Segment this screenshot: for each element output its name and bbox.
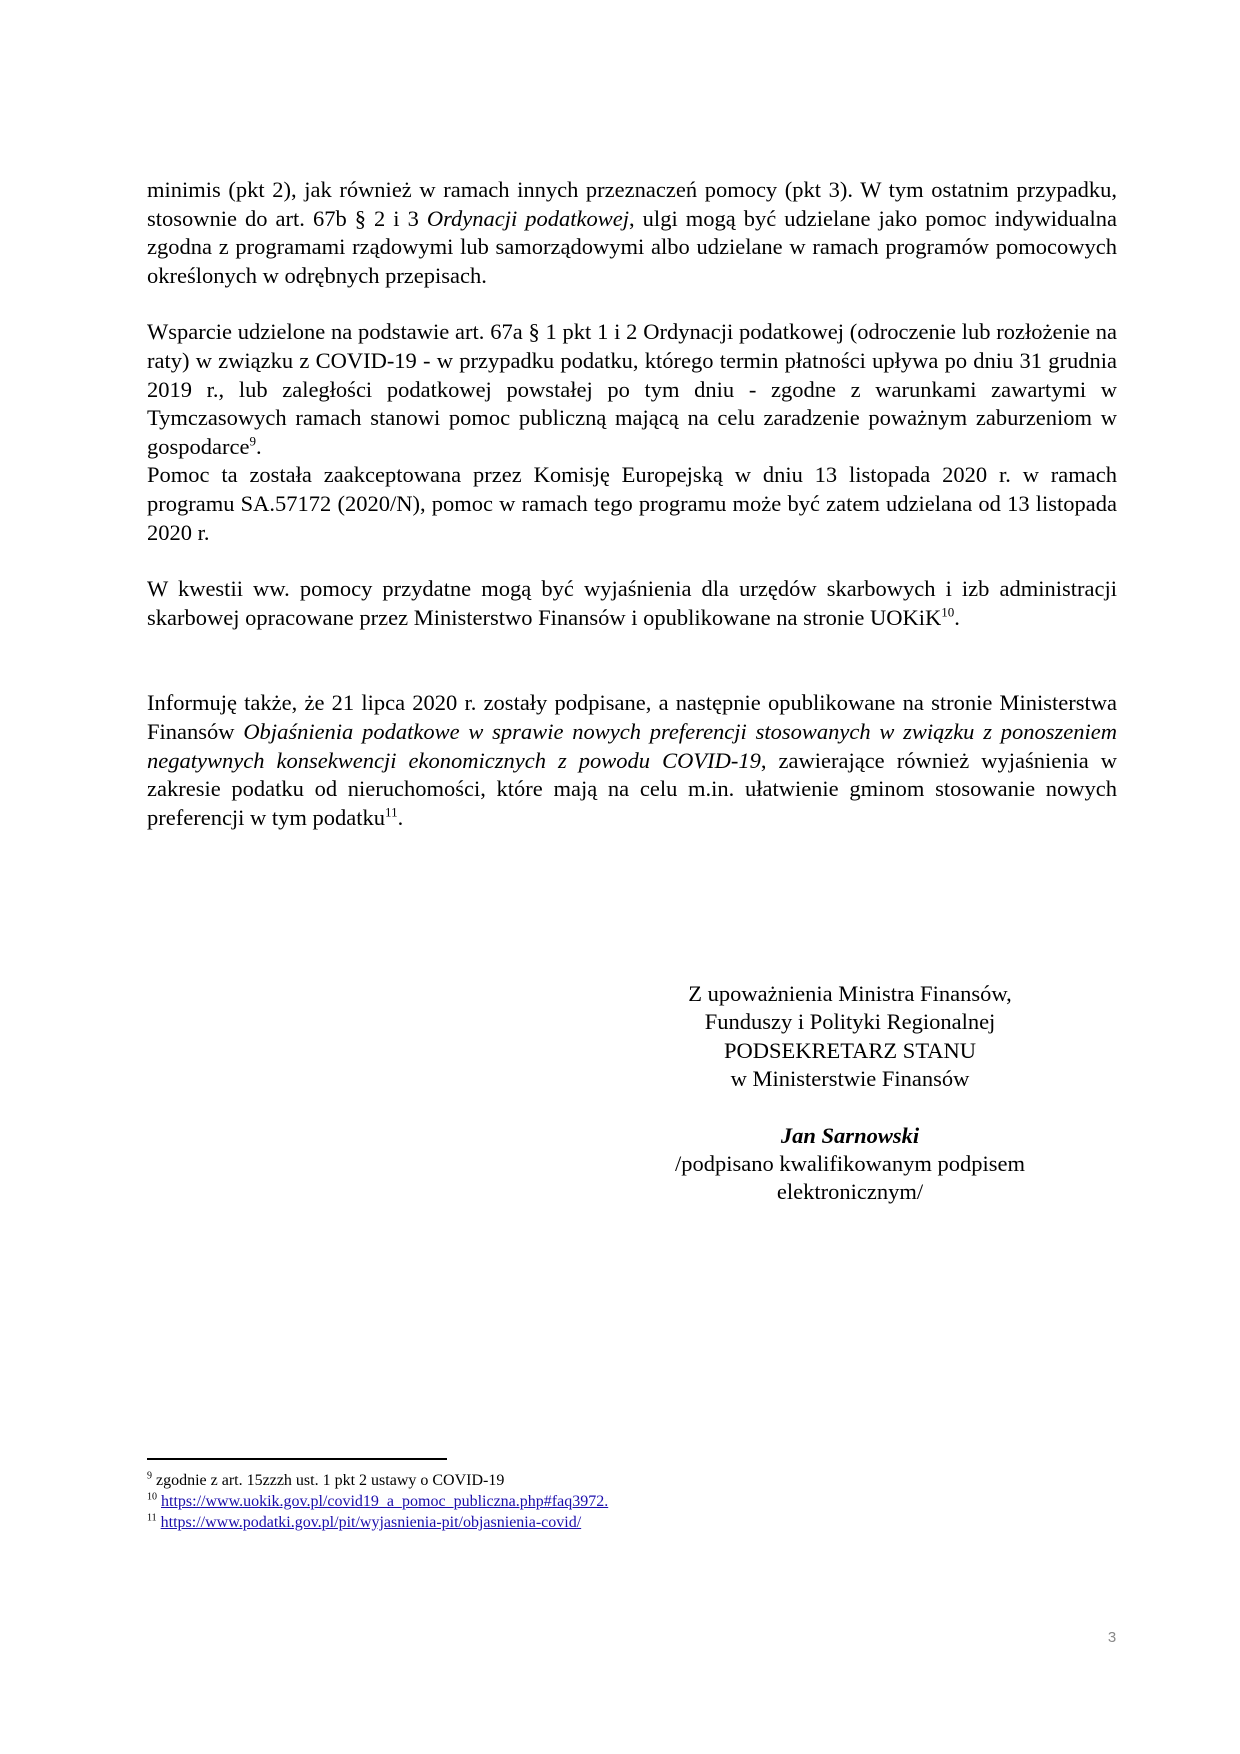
footnote-9 [147,1470,1047,1491]
signature-position-line: PODSEKRETARZ STANU [723,1037,977,1063]
paragraph-end: . [255,433,262,459]
paragraph-end: . [397,804,404,830]
signatory-name: Jan Sarnowski [780,1122,920,1148]
signature-block [580,980,1120,1207]
footnote-number: 9 [147,1470,152,1482]
footnote-number: 11 [147,1512,157,1524]
signature-note-line: /podpisano kwalifikowanym podpisem [675,1151,1025,1177]
paragraph-italic-text: Objaśnienia podatkowe w sprawie nowych preferencji stosowanych w związku z ponoszeniem negatywnych konsekwencji ekonomicznych z powodu COVID-19 [147,718,1118,773]
paragraph-text: Pomoc ta została zaakceptowana przez Komisję Europejską w dniu 13 listopada 2020 r. w ramach programu SA.57172 (2020/N), pomoc w ramach tego programu może być zatem udzielana od 13 listopada 2020 r. [147,462,1117,545]
paragraph-tax-explanations [147,689,1117,832]
page-number: 3 [1107,1629,1117,1646]
footnote-11 [147,1512,1047,1533]
paragraph-commission-approval [147,461,1117,547]
footnote-ref-9: 9 [249,433,256,449]
footnote-link-uokik[interactable]: https://www.uokik.gov.pl/covid19_a_pomoc_publiczna.php#faq3972. [161,1493,609,1510]
signature-ministry-line: w Ministerstwie Finansów [730,1066,970,1092]
paragraph-text: Wsparcie udzielone na podstawie art. 67a § 1 pkt 1 i 2 Ordynacji podatkowej (odroczenie lub rozłożenie na raty) w związku z COVID-19 - w przypadku podatku, którego termin płatności upływa po dniu 31 grudnia 2019 r., lub zaległości podatkowej powstałej po tym dniu - zgodne z warunkami zawartymi w Tymczasowych ramach stanowi pomoc publiczną mającą na celu zaradzenie poważnym zaburzeniom w gospodarce [147,319,1117,459]
document-body [147,176,1117,832]
signature-note-line: elektronicznym/ [776,1179,924,1205]
footnote-separator [147,1458,447,1460]
footnote-ref-10: 10 [941,604,955,620]
paragraph-text: , zawierające również wyjaśnienia w zakresie podatku od nieruchomości, które mają na celu m.in. ułatwienie gminom stosowanie nowych preferencji w tym podatku [147,747,1117,830]
paragraph-de-minimis [147,176,1117,290]
footnote-ref-11: 11 [385,804,398,820]
paragraph-support-covid [147,318,1117,461]
paragraph-text: minimis (pkt 2), jak również w ramach innych przeznaczeń pomocy (pkt 3). W tym ostatnim przypadku, stosownie do art. 67b § 2 i 3 [147,177,1117,231]
paragraph-text: W kwestii ww. pomocy przydatne mogą być wyjaśnienia dla urzędów skarbowych i izb administracji skarbowej opracowane przez Ministerstwo Finansów i opublikowane na stronie UOKiK [147,576,1117,630]
paragraph-text: , ulgi mogą być udzielane jako pomoc indywidualna zgodna z programami rządowymi lub samorządowymi albo udzielane w ramach programów pomocowych określonych w odrębnych przepisach. [147,205,1117,288]
footnotes [147,1470,1047,1533]
signature-authority-line: Funduszy i Polityki Regionalnej [704,1009,996,1035]
paragraph-end: . [954,604,960,630]
footnote-10 [147,1491,1047,1512]
footnote-text: zgodnie z art. 15zzzh ust. 1 pkt 2 ustawy o COVID-19 [152,1472,505,1489]
signature-authority-line: Z upoważnienia Ministra Finansów, [688,981,1012,1006]
paragraph-text: Informuję także, że 21 lipca 2020 r. zostały podpisane, a następnie opublikowane na stronie Ministerstwa Finansów [147,690,1117,744]
footnote-number: 10 [147,1491,157,1503]
footnote-link-podatki[interactable]: https://www.podatki.gov.pl/pit/wyjasnienia-pit/objasnienia-covid/ [160,1514,582,1531]
paragraph-explanations [147,575,1117,632]
paragraph-italic-text: Ordynacji podatkowej [426,205,630,231]
